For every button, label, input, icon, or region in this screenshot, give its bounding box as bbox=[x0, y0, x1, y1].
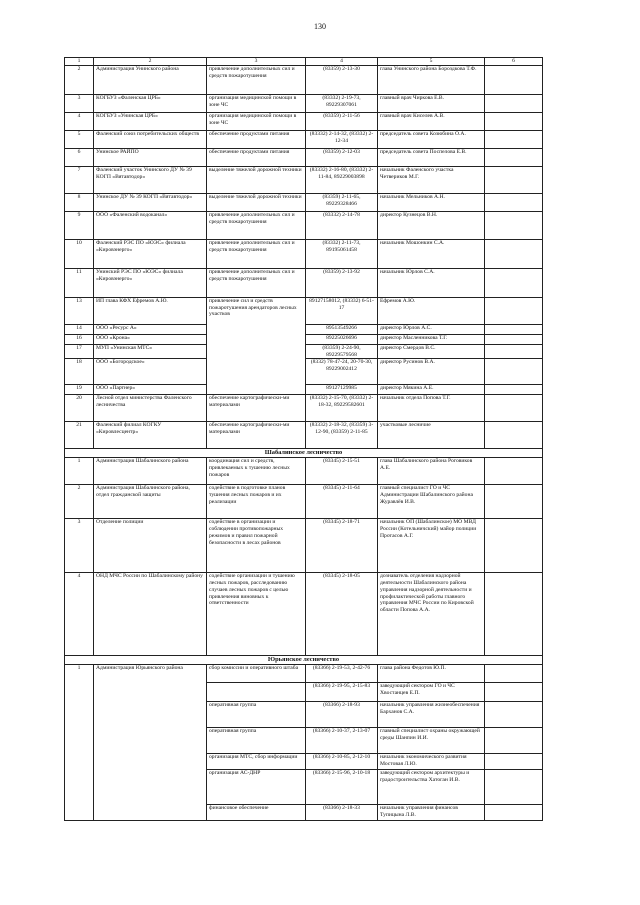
row-number-cell: 2 bbox=[65, 66, 94, 95]
phone-cell: (83359) 2-12-03 bbox=[306, 149, 378, 167]
phone-cell: (83359) 2-13-92 bbox=[306, 269, 378, 298]
row-number-cell: 3 bbox=[65, 519, 94, 573]
organization-cell: Унинское РАЙПО bbox=[94, 149, 207, 167]
section-row bbox=[65, 449, 543, 458]
organization-cell: ООО «Крона» bbox=[94, 335, 207, 345]
phone-cell: (83366) 2-10-85, 2-12-10 bbox=[306, 754, 378, 770]
task-cell: привлечение дополнительных сил и средств пожаротушения bbox=[207, 269, 306, 298]
person-cell: начальник управления финансов Тупицына Л.В. bbox=[378, 805, 485, 821]
task-cell: оперативная группа bbox=[207, 728, 306, 754]
page-number: 130 bbox=[314, 22, 326, 31]
person-cell: главный специалист охраны окружающей среды Шанпин И.И. bbox=[378, 728, 485, 754]
note-cell bbox=[485, 194, 543, 212]
row-number-cell: 18 bbox=[65, 359, 94, 385]
phone-cell: 89225026696 bbox=[306, 335, 378, 345]
person-cell: директор Кузнецов В.Н. bbox=[378, 212, 485, 240]
row-number-cell: 9 bbox=[65, 212, 94, 240]
organization-cell: КОГБУЗ «Унинская ЦРБ» bbox=[94, 113, 207, 131]
table-row bbox=[65, 194, 543, 212]
table-row bbox=[65, 131, 543, 149]
phone-cell: (83345) 2-11-64 bbox=[306, 485, 378, 519]
table-row bbox=[65, 167, 543, 194]
note-cell bbox=[485, 113, 543, 131]
phone-cell: (83332) 2-19-73, 89229307061 bbox=[306, 95, 378, 113]
phone-cell: (83332) 2-11-73, 89195061458 bbox=[306, 240, 378, 269]
person-cell: начальник управления жизнеобеспечения Барханов С.А. bbox=[378, 702, 485, 728]
phone-cell: (8332) 78-47-24, 20-70-30, 89229002412 bbox=[306, 359, 378, 385]
person-cell: начальник Мельников А.Н. bbox=[378, 194, 485, 212]
organization-cell: ОНД МЧС России по Шабалинскому району bbox=[94, 573, 207, 656]
note-cell bbox=[485, 149, 543, 167]
table-row bbox=[65, 573, 543, 656]
person-cell: участковые лесничие bbox=[378, 422, 485, 449]
organization-cell: Унинский РЭС ПО «ЮЭС» филиала «Кировэнерго» bbox=[94, 269, 207, 298]
person-cell: начальник отдела Попова Т.Г. bbox=[378, 395, 485, 422]
phone-cell: 89127129985 bbox=[306, 385, 378, 395]
row-number-cell: 1 bbox=[65, 458, 94, 485]
person-cell: председатель совета Поспелова Е.В. bbox=[378, 149, 485, 167]
table-row bbox=[65, 95, 543, 113]
note-cell bbox=[485, 298, 543, 325]
table-row bbox=[65, 485, 543, 519]
note-cell bbox=[485, 385, 543, 395]
phone-cell: (83366) 2-19-95, 2-15-83 bbox=[306, 683, 378, 702]
row-number-cell: 1 bbox=[65, 665, 94, 821]
row-number-cell: 4 bbox=[65, 113, 94, 131]
header-row bbox=[65, 58, 543, 66]
organization-cell: Унинское ДУ № 39 КОГП «Вятавтодор» bbox=[94, 194, 207, 212]
person-cell: директор Русинов В.А. bbox=[378, 359, 485, 385]
person-cell: глава района Федотов Ю.П. bbox=[378, 665, 485, 683]
note-cell bbox=[485, 458, 543, 485]
header-cell: 3 bbox=[207, 58, 306, 66]
phone-cell: (83332) 2-18-32, (83359) 3-12-90, (83359) 2-11-85 bbox=[306, 422, 378, 449]
task-cell: организация медицинской помощи в зоне ЧС bbox=[207, 95, 306, 113]
note-cell bbox=[485, 728, 543, 754]
person-cell: главный специалист ГО и ЧС Администрации Шабалинского района Журавлёв И.В. bbox=[378, 485, 485, 519]
table-row bbox=[65, 665, 543, 683]
header-cell: 1 bbox=[65, 58, 94, 66]
phone-cell: 89513549266 bbox=[306, 325, 378, 335]
organization-cell: МУП «Унинская МТС» bbox=[94, 345, 207, 359]
header-cell: 5 bbox=[378, 58, 485, 66]
row-number-cell: 4 bbox=[65, 573, 94, 656]
task-cell: выделение тяжелой дорожной техники bbox=[207, 194, 306, 212]
table-row bbox=[65, 519, 543, 573]
task-cell: координация сил и средств, привлекаемых к тушению лесных пожаров bbox=[207, 458, 306, 485]
task-cell: сбор комиссии и оперативного штаба bbox=[207, 665, 306, 683]
table-row bbox=[65, 395, 543, 422]
organization-cell: Лесной отдел министерства Фаленского лесничества bbox=[94, 395, 207, 422]
phone-cell: (83359) 2-13-30 bbox=[306, 66, 378, 95]
row-number-cell: 13 bbox=[65, 298, 94, 325]
organization-cell: КОГБУЗ «Фаленская ЦРБ» bbox=[94, 95, 207, 113]
table-row bbox=[65, 298, 543, 325]
task-cell: привлечение дополнительных сил и средств пожаротушения bbox=[207, 240, 306, 269]
section-title: Юрьянское лесничество bbox=[65, 656, 543, 665]
task-cell: организация МТС, сбор информации bbox=[207, 754, 306, 770]
phone-cell: (83332) 2-15-70, (83332) 2-18-32, 89229582601 bbox=[306, 395, 378, 422]
task-cell: обеспечение продуктами питания bbox=[207, 149, 306, 167]
note-cell bbox=[485, 665, 543, 683]
contacts-table bbox=[64, 57, 543, 821]
person-cell: начальник Мошонкин С.А. bbox=[378, 240, 485, 269]
phone-cell: (83359) 2-24-90, 89229579568 bbox=[306, 345, 378, 359]
note-cell bbox=[485, 212, 543, 240]
table-row bbox=[65, 149, 543, 167]
note-cell bbox=[485, 805, 543, 821]
note-cell bbox=[485, 95, 543, 113]
row-number-cell: 7 bbox=[65, 167, 94, 194]
phone-cell: (83366) 2-18-33 bbox=[306, 805, 378, 821]
row-number-cell: 10 bbox=[65, 240, 94, 269]
note-cell bbox=[485, 345, 543, 359]
row-number-cell: 16 bbox=[65, 335, 94, 345]
task-cell: содействие в организации и соблюдении противопожарных режимов и правил пожарной безопасности в лесах районов bbox=[207, 519, 306, 573]
note-cell bbox=[485, 683, 543, 702]
organization-cell: Отделение полиции bbox=[94, 519, 207, 573]
organization-cell: Администрация Унинского района bbox=[94, 66, 207, 95]
person-cell: Ефремов А.Ю. bbox=[378, 298, 485, 325]
row-number-cell: 17 bbox=[65, 345, 94, 359]
phone-cell: (83345) 2-15-51 bbox=[306, 458, 378, 485]
row-number-cell: 19 bbox=[65, 385, 94, 395]
note-cell bbox=[485, 167, 543, 194]
task-cell: привлечение дополнительных сил и средств пожаротушения bbox=[207, 66, 306, 95]
task-cell: обеспечение картографически-ми материалами bbox=[207, 422, 306, 449]
note-cell bbox=[485, 66, 543, 95]
organization-cell: ООО «Партнер» bbox=[94, 385, 207, 395]
row-number-cell: 11 bbox=[65, 269, 94, 298]
person-cell: директор Смердов В.С. bbox=[378, 345, 485, 359]
table-row bbox=[65, 240, 543, 269]
task-cell: обеспечение картографически-ми материалами bbox=[207, 395, 306, 422]
phone-cell: (83345) 2-18-71 bbox=[306, 519, 378, 573]
organization-cell: ООО «Ресурс А» bbox=[94, 325, 207, 335]
row-number-cell: 21 bbox=[65, 422, 94, 449]
header-cell: 4 bbox=[306, 58, 378, 66]
table-row bbox=[65, 458, 543, 485]
note-cell bbox=[485, 770, 543, 805]
task-cell: организация медицинской помощи в зоне ЧС bbox=[207, 113, 306, 131]
task-cell: обеспечение продуктами питания bbox=[207, 131, 306, 149]
row-number-cell: 14 bbox=[65, 325, 94, 335]
task-cell: финансовое обеспечение bbox=[207, 805, 306, 821]
person-cell: главный врач Чиркова Е.В. bbox=[378, 95, 485, 113]
table-row bbox=[65, 269, 543, 298]
organization-cell: ООО «Фаленский водоканал» bbox=[94, 212, 207, 240]
section-row bbox=[65, 656, 543, 665]
person-cell: начальник экономического развития Мостовая Л.Ю. bbox=[378, 754, 485, 770]
table-row bbox=[65, 422, 543, 449]
task-cell: оперативная группа bbox=[207, 702, 306, 728]
note-cell bbox=[485, 131, 543, 149]
person-cell: начальник Фаленского участка Четвериков М.Г. bbox=[378, 167, 485, 194]
task-cell: содействие организации и тушению лесных пожаров, расследованию случаев лесных пожаров с целью привлечения виновных к ответственности bbox=[207, 573, 306, 656]
person-cell: начальник Юрлов С.А. bbox=[378, 269, 485, 298]
table-row bbox=[65, 212, 543, 240]
person-cell: заведующий сектором архитектуры и градостроительства Хатоган И.В. bbox=[378, 770, 485, 805]
organization-cell: Администрация Шабалинского района bbox=[94, 458, 207, 485]
organization-cell: Фаленский филиал КОГКУ «Кировлесцентр» bbox=[94, 422, 207, 449]
organization-cell: Администрация Юрьянского района bbox=[94, 665, 207, 821]
task-cell: организация АС-ДНР bbox=[207, 770, 306, 805]
person-cell: директор Масленникова Т.Г. bbox=[378, 335, 485, 345]
phone-cell: (83332) 2-14-32, (83332) 2-12-34 bbox=[306, 131, 378, 149]
person-cell: директор Мякина А.Е. bbox=[378, 385, 485, 395]
organization-cell: ИП глава КФХ Ефремов А.Ю. bbox=[94, 298, 207, 325]
row-number-cell: 5 bbox=[65, 131, 94, 149]
person-cell: начальник ОП (Шабалинское) МО МВД России (Котельничский) майор полиции Протасов А.Г. bbox=[378, 519, 485, 573]
task-cell bbox=[207, 683, 306, 702]
person-cell: заведующий сектором ГО и ЧС Хвостанцев Е.П. bbox=[378, 683, 485, 702]
note-cell bbox=[485, 269, 543, 298]
person-cell: директор Юрлов А.С. bbox=[378, 325, 485, 335]
row-number-cell: 3 bbox=[65, 95, 94, 113]
phone-cell: (83359) 2-11-65, 89229328466 bbox=[306, 194, 378, 212]
organization-cell: ООО «Богородское» bbox=[94, 359, 207, 385]
phone-cell: (83345) 2-18-05 bbox=[306, 573, 378, 656]
task-cell: содействие в подготовке планов тушения лесных пожаров и их реализации bbox=[207, 485, 306, 519]
phone-cell: (83332) 2-14-78 bbox=[306, 212, 378, 240]
phone-cell: (83366) 2-15-96, 2-10-18 bbox=[306, 770, 378, 805]
table-row bbox=[65, 66, 543, 95]
row-number-cell: 20 bbox=[65, 395, 94, 422]
header-cell: 2 bbox=[94, 58, 207, 66]
organization-cell: Фаленский РЭС ПО «ЮЭС» филиала «Кировэнерго» bbox=[94, 240, 207, 269]
note-cell bbox=[485, 359, 543, 385]
task-cell: привлечение сил и средств пожаротушения арендаторов лесных участков bbox=[207, 298, 306, 395]
organization-cell: Администрация Шабалинского района, отдел гражданской защиты bbox=[94, 485, 207, 519]
person-cell: главный врач Киселев А.В. bbox=[378, 113, 485, 131]
header-cell: 6 bbox=[485, 58, 543, 66]
note-cell bbox=[485, 395, 543, 422]
note-cell bbox=[485, 240, 543, 269]
task-cell: выделение тяжелой дорожной техники bbox=[207, 167, 306, 194]
note-cell bbox=[485, 335, 543, 345]
person-cell: глава Шабалинского района Роговиков А.Е. bbox=[378, 458, 485, 485]
note-cell bbox=[485, 485, 543, 519]
note-cell bbox=[485, 519, 543, 573]
organization-cell: Фаленский союз потребительских обществ bbox=[94, 131, 207, 149]
person-cell: председатель совета Козюбина О.А. bbox=[378, 131, 485, 149]
row-number-cell: 8 bbox=[65, 194, 94, 212]
person-cell: дознаватель отделения надзорной деятельности Шабалинского района управления надзорной деятельности и профилактической работы главного управления МЧС России по Кировской области Попова А.А. bbox=[378, 573, 485, 656]
note-cell bbox=[485, 325, 543, 335]
note-cell bbox=[485, 754, 543, 770]
task-cell: привлечение дополнительных сил и средств пожаротушения bbox=[207, 212, 306, 240]
phone-cell: (83366) 2-18-93 bbox=[306, 702, 378, 728]
section-title: Шабалинское лесничество bbox=[65, 449, 543, 458]
person-cell: глава Унинского района Бороздкова Т.Ф. bbox=[378, 66, 485, 95]
note-cell bbox=[485, 702, 543, 728]
phone-cell: (83332) 2-16-80, (83332) 2-11-84, 89229003898 bbox=[306, 167, 378, 194]
phone-cell: (83366) 2-19-53, 2-42-76 bbox=[306, 665, 378, 683]
phone-cell: 89127158012, (83332) 6-51-17 bbox=[306, 298, 378, 325]
note-cell bbox=[485, 422, 543, 449]
phone-cell: (83359) 2-11-56 bbox=[306, 113, 378, 131]
table-row bbox=[65, 113, 543, 131]
row-number-cell: 6 bbox=[65, 149, 94, 167]
phone-cell: (83366) 2-10-37, 2-13-07 bbox=[306, 728, 378, 754]
organization-cell: Фаленский участок Унинского ДУ № 39 КОГП «Вятавтодор» bbox=[94, 167, 207, 194]
row-number-cell: 2 bbox=[65, 485, 94, 519]
note-cell bbox=[485, 573, 543, 656]
